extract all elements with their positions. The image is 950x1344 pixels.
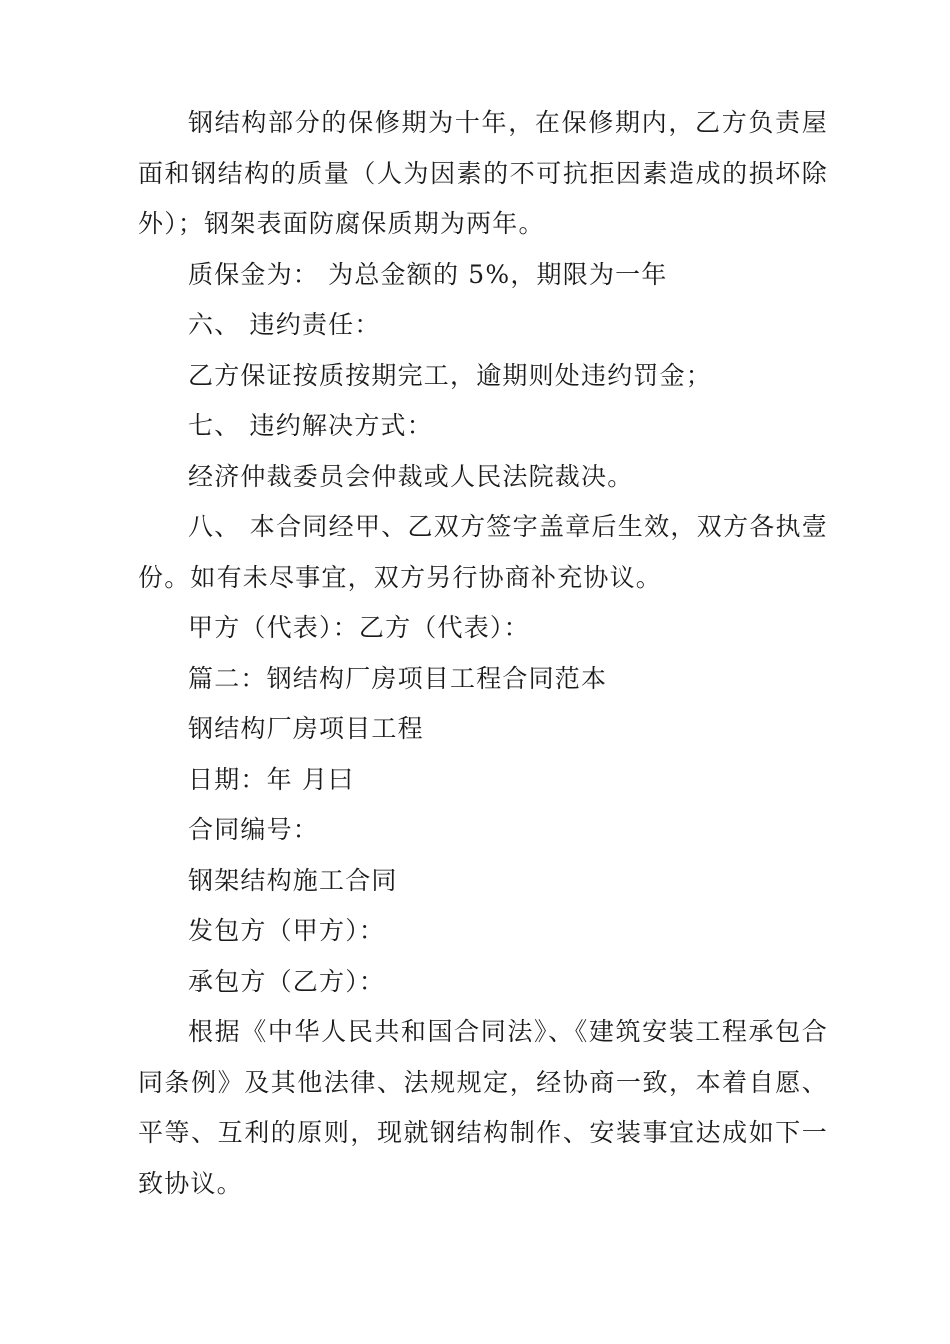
- paragraph-effectiveness: 八、 本合同经甲、乙双方签字盖章后生效，双方各执壹份。如有未尽事宜，双方另行协商补充协议。: [138, 512, 828, 592]
- heading-breach-liability: 六、 违约责任：: [188, 310, 381, 339]
- section-title-part-two: 篇二：钢结构厂房项目工程合同范本: [188, 663, 608, 693]
- heading-dispute-resolution: 七、 违约解决方式：: [188, 411, 433, 440]
- paragraph-breach-liability: 乙方保证按质按期完工，逾期则处违约罚金；: [188, 360, 713, 390]
- project-name: 钢结构厂房项目工程: [188, 714, 424, 743]
- paragraph-legal-basis: 根据《中华人民共和国合同法》、《建筑安装工程承包合同条例》及其他法律、法规规定，经协商一致，本着自愿、 平等、互利的原则，现就钢结构制作、安装事宜达成如下一 致协议。: [138, 1017, 828, 1198]
- document-body: [138, 98, 828, 1209]
- paragraph-warranty: 钢结构部分的保修期为十年，在保修期内，乙方负责屋面和钢结构的质量（人为因素的不可抗拒因素造成的损坏除外）；钢架表面防腐保质期为两年。: [138, 108, 828, 238]
- party-a-line: 发包方（甲方）：: [188, 916, 386, 945]
- contract-number-line: 合同编号：: [188, 815, 320, 844]
- party-b-line: 承包方（乙方）：: [188, 966, 386, 996]
- paragraph-dispute-resolution: 经济仲裁委员会仲裁或人民法院裁决。: [188, 461, 634, 491]
- paragraph-signatories: 甲方（代表）：乙方（代表）：: [188, 613, 530, 642]
- paragraph-retention-money: 质保金为： 为总金额的 5%，期限为一年: [188, 259, 668, 289]
- date-line: 日期：年 月曰: [188, 764, 355, 794]
- contract-title: 钢架结构施工合同: [188, 865, 398, 895]
